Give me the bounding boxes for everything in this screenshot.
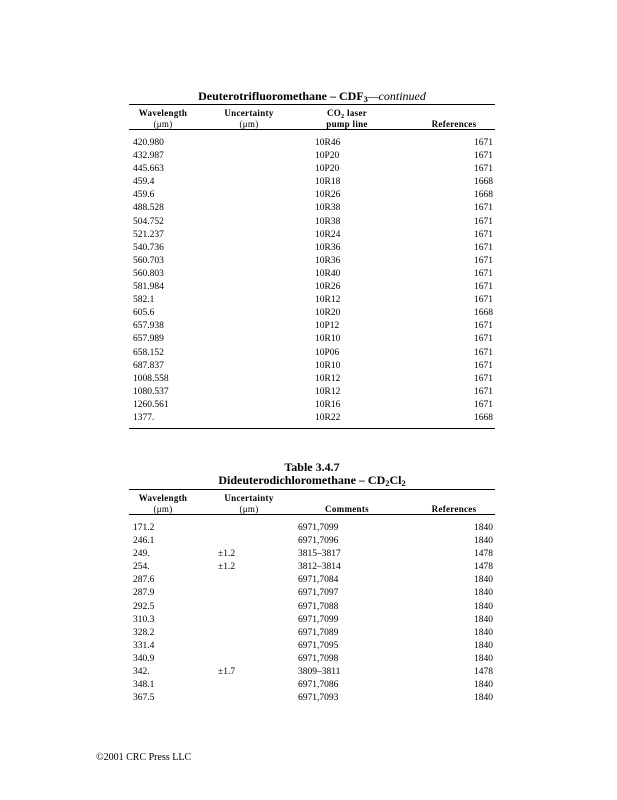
table1-header-wavelength — [133, 108, 193, 130]
cell-reference: 1671 — [474, 360, 493, 371]
cell-wavelength: 488.528 — [133, 203, 164, 214]
table-row — [129, 360, 495, 373]
cell-wavelength: 331.4 — [133, 640, 155, 651]
table-row — [129, 189, 495, 202]
table-row — [129, 601, 495, 614]
cell-reference: 1668 — [474, 308, 493, 319]
table-row — [129, 399, 495, 412]
table2-number: Table 3.4.7 — [284, 460, 340, 474]
cell-pump-line: 10P06 — [315, 347, 340, 358]
table2-header-uncertainty — [219, 493, 279, 515]
cell-wavelength: 658.152 — [133, 347, 164, 358]
cell-comments: 3815–3817 — [298, 549, 341, 560]
table2-header-references — [419, 504, 489, 515]
header-pump-co: CO — [326, 108, 342, 118]
table-row — [129, 535, 495, 548]
cell-wavelength: 1377. — [133, 412, 155, 423]
table1-title-main: Deuterotrifluoromethane – CDF — [198, 89, 364, 103]
cell-wavelength: 420.980 — [133, 138, 164, 148]
cell-reference: 1668 — [474, 177, 493, 188]
cell-pump-line: 10R46 — [315, 138, 341, 148]
table-row — [129, 614, 495, 627]
table2-title-sub2: 2 — [401, 479, 406, 488]
table-row — [129, 386, 495, 399]
cell-pump-line: 10R18 — [315, 177, 341, 188]
cell-wavelength: 521.237 — [133, 229, 164, 240]
cell-reference: 1671 — [474, 229, 493, 240]
cell-wavelength: 657.938 — [133, 321, 164, 332]
cell-reference: 1840 — [474, 627, 493, 638]
table-row — [129, 653, 495, 666]
cell-pump-line: 10R10 — [315, 334, 341, 345]
cell-pump-line: 10R40 — [315, 268, 341, 279]
cell-reference: 1671 — [474, 242, 493, 253]
cell-reference: 1840 — [474, 680, 493, 691]
cell-wavelength: 340.9 — [133, 653, 155, 664]
cell-comments: 6971,7089 — [298, 627, 339, 638]
cell-reference: 1671 — [474, 386, 493, 397]
table2-title-main: Dideuterodichloromethane – CD — [218, 473, 386, 487]
cell-pump-line: 10R20 — [315, 308, 341, 319]
table-row — [129, 692, 495, 705]
cell-comments: 6971,7099 — [298, 523, 339, 533]
cell-comments: 6971,7088 — [298, 601, 339, 612]
table1-header-references — [419, 119, 489, 130]
cell-reference: 1840 — [474, 614, 493, 625]
cell-reference: 1671 — [474, 321, 493, 332]
cell-pump-line: 10R12 — [315, 295, 341, 306]
cell-pump-line: 10R38 — [315, 203, 341, 214]
cell-wavelength: 287.9 — [133, 588, 155, 599]
table-row — [129, 242, 495, 255]
table2-rows — [129, 522, 495, 705]
cell-wavelength: 540.736 — [133, 242, 164, 253]
cell-wavelength: 367.5 — [133, 693, 155, 704]
cell-uncertainty: ±1.2 — [218, 562, 236, 573]
header-references-label: References — [431, 119, 477, 129]
cell-comments: 6971,7096 — [298, 536, 339, 547]
cell-wavelength: 254. — [133, 562, 150, 573]
header-uncertainty-unit: (μm) — [239, 504, 259, 514]
table-cd2cl2 — [129, 461, 495, 705]
cell-pump-line: 10R24 — [315, 229, 341, 240]
cell-pump-line: 10R26 — [315, 190, 341, 201]
cell-wavelength: 1008.558 — [133, 373, 169, 384]
table1-title-continued: —continued — [367, 89, 426, 103]
cell-reference: 1668 — [474, 412, 493, 423]
table2-header-wavelength — [133, 493, 193, 515]
table-row — [129, 347, 495, 360]
cell-pump-line: 10R26 — [315, 282, 341, 293]
table1-bottom-rule — [129, 428, 495, 429]
cell-reference: 1478 — [474, 549, 493, 560]
cell-comments: 3809–3811 — [298, 667, 341, 678]
cell-wavelength: 657.989 — [133, 334, 164, 345]
cell-pump-line: 10P12 — [315, 321, 340, 332]
cell-wavelength: 1260.561 — [133, 399, 169, 410]
header-wavelength-label: Wavelength — [138, 108, 188, 118]
header-uncertainty-label: Uncertainty — [224, 108, 274, 118]
cell-wavelength: 582.1 — [133, 295, 155, 306]
cell-pump-line: 10R10 — [315, 360, 341, 371]
cell-pump-line: 10R12 — [315, 373, 341, 384]
cell-reference: 1671 — [474, 138, 493, 148]
cell-uncertainty: ±1.2 — [218, 549, 236, 560]
header-uncertainty-unit: (μm) — [239, 119, 259, 129]
cell-comments: 6971,7084 — [298, 575, 339, 586]
table-row — [129, 587, 495, 600]
cell-pump-line: 10P20 — [315, 151, 340, 162]
header-comments-label: Comments — [325, 504, 369, 514]
table-row — [129, 216, 495, 229]
table-row — [129, 640, 495, 653]
cell-reference: 1840 — [474, 640, 493, 651]
cell-reference: 1671 — [474, 151, 493, 162]
cell-wavelength: 504.752 — [133, 216, 164, 227]
table-row — [129, 137, 495, 150]
table1-title-sub: 3 — [363, 95, 368, 104]
table-row — [129, 255, 495, 268]
cell-comments: 6971,7095 — [298, 640, 339, 651]
cell-pump-line: 10P20 — [315, 164, 340, 175]
cell-wavelength: 605.6 — [133, 308, 155, 319]
cell-reference: 1671 — [474, 399, 493, 410]
cell-pump-line: 10R36 — [315, 242, 341, 253]
cell-comments: 6971,7086 — [298, 680, 339, 691]
cell-reference: 1671 — [474, 164, 493, 175]
cell-wavelength: 342. — [133, 667, 150, 678]
table-row — [129, 333, 495, 346]
cell-wavelength: 348.1 — [133, 680, 155, 691]
copyright-footer: ©2001 CRC Press LLC — [96, 752, 192, 763]
cell-reference: 1671 — [474, 334, 493, 345]
cell-pump-line: 10R22 — [315, 412, 341, 423]
cell-wavelength: 310.3 — [133, 614, 155, 625]
cell-wavelength: 459.4 — [133, 177, 155, 188]
table1-rows — [129, 137, 495, 425]
table2-title-sub1: 2 — [385, 479, 390, 488]
header-wavelength-unit: (μm) — [153, 504, 173, 514]
cell-comments: 6971,7099 — [298, 614, 339, 625]
cell-wavelength: 560.703 — [133, 255, 164, 266]
cell-reference: 1671 — [474, 295, 493, 306]
cell-comments: 6971,7097 — [298, 588, 339, 599]
cell-reference: 1671 — [474, 282, 493, 293]
header-uncertainty-label: Uncertainty — [224, 493, 274, 503]
cell-wavelength: 246.1 — [133, 536, 155, 547]
cell-wavelength: 560.803 — [133, 268, 164, 279]
table-row — [129, 229, 495, 242]
table2-title-cl: Cl — [389, 473, 402, 487]
cell-reference: 1671 — [474, 255, 493, 266]
cell-comments: 6971,7098 — [298, 653, 339, 664]
table1-header-uncertainty — [219, 108, 279, 130]
header-wavelength-unit: (μm) — [153, 119, 173, 129]
table-row — [129, 373, 495, 386]
table-row — [129, 666, 495, 679]
table-row — [129, 561, 495, 574]
table-row — [129, 679, 495, 692]
cell-wavelength: 292.5 — [133, 601, 155, 612]
cell-pump-line: 10R12 — [315, 386, 341, 397]
cell-pump-line: 10R38 — [315, 216, 341, 227]
cell-wavelength: 432.987 — [133, 151, 164, 162]
table-row — [129, 268, 495, 281]
header-pump-laser: laser — [344, 108, 368, 118]
cell-reference: 1671 — [474, 203, 493, 214]
cell-wavelength: 445.663 — [133, 164, 164, 175]
cell-reference: 1671 — [474, 268, 493, 279]
cell-reference: 1840 — [474, 523, 493, 533]
cell-reference: 1478 — [474, 562, 493, 573]
table-row — [129, 627, 495, 640]
cell-reference: 1840 — [474, 536, 493, 547]
table-row — [129, 548, 495, 561]
cell-reference: 1840 — [474, 575, 493, 586]
header-wavelength-label: Wavelength — [138, 493, 188, 503]
table-row — [129, 412, 495, 425]
header-pump-sub: 2 — [341, 113, 345, 120]
cell-wavelength: 459.6 — [133, 190, 155, 201]
cell-wavelength: 581.984 — [133, 282, 164, 293]
cell-reference: 1840 — [474, 601, 493, 612]
cell-comments: 3812–3814 — [298, 562, 341, 573]
cell-wavelength: 287.6 — [133, 575, 155, 586]
table-row — [129, 281, 495, 294]
table-row — [129, 176, 495, 189]
table2-header — [129, 490, 495, 514]
table-row — [129, 574, 495, 587]
table1-title — [129, 90, 495, 103]
header-references-label: References — [431, 504, 477, 514]
table-cdf3 — [129, 90, 495, 429]
cell-reference: 1840 — [474, 588, 493, 599]
table2-title — [129, 474, 495, 487]
table-row — [129, 163, 495, 176]
cell-reference: 1478 — [474, 667, 493, 678]
table-row — [129, 202, 495, 215]
table-row — [129, 522, 495, 535]
table-row — [129, 294, 495, 307]
cell-pump-line: 10R16 — [315, 399, 341, 410]
cell-wavelength: 328.2 — [133, 627, 155, 638]
cell-reference: 1671 — [474, 373, 493, 384]
cell-reference: 1671 — [474, 216, 493, 227]
cell-wavelength: 1080.537 — [133, 386, 169, 397]
cell-comments: 6971,7093 — [298, 693, 339, 704]
table-row — [129, 307, 495, 320]
table-row — [129, 320, 495, 333]
table2-header-comments — [317, 504, 377, 515]
cell-reference: 1840 — [474, 653, 493, 664]
cell-wavelength: 171.2 — [133, 523, 155, 533]
cell-uncertainty: ±1.7 — [218, 667, 236, 678]
cell-pump-line: 10R36 — [315, 255, 341, 266]
cell-reference: 1668 — [474, 190, 493, 201]
header-pump-line: pump line — [326, 119, 368, 129]
table1-header — [129, 105, 495, 129]
cell-wavelength: 249. — [133, 549, 150, 560]
table-row — [129, 150, 495, 163]
cell-wavelength: 687.837 — [133, 360, 164, 371]
cell-reference: 1671 — [474, 347, 493, 358]
table1-header-pump-line — [317, 108, 377, 130]
cell-reference: 1840 — [474, 693, 493, 704]
